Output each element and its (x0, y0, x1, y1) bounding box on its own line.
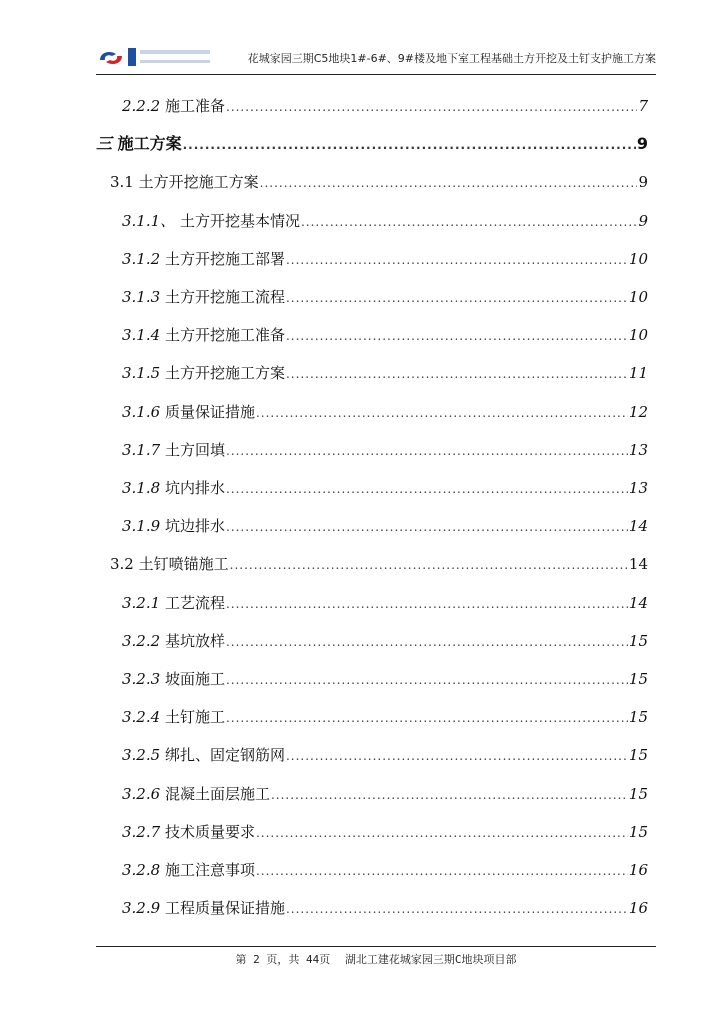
toc-entry-number: 3.1.9 (122, 517, 165, 535)
toc-entry[interactable] (122, 439, 648, 461)
toc-entry-title: 工程质量保证措施 (164, 899, 285, 917)
toc-entry-title: 土方开挖施工方案 (138, 173, 259, 191)
toc-entry[interactable] (96, 133, 648, 155)
toc-entry[interactable] (122, 477, 648, 499)
toc-entry-label (122, 706, 225, 728)
toc-leader-dots (183, 134, 636, 156)
toc-leader-dots (286, 287, 628, 309)
toc-leader-dots (226, 631, 628, 653)
toc-entry-number: 3.1.3 (122, 288, 165, 306)
toc-entry-label (122, 362, 285, 384)
toc-entry-label (122, 630, 225, 652)
toc-entry-title: 土方开挖施工方案 (164, 364, 285, 382)
toc-entry[interactable] (122, 515, 648, 537)
page-header (96, 40, 656, 74)
toc-entry[interactable] (122, 210, 648, 232)
toc-entry[interactable] (122, 286, 648, 308)
toc-page-number: 9 (638, 212, 648, 230)
toc-entry-label (110, 553, 229, 575)
toc-entry-label (122, 477, 225, 499)
toc-leader-dots (226, 440, 628, 462)
toc-page-number: 9 (636, 134, 648, 153)
toc-entry-number: 3.1.5 (122, 364, 165, 382)
toc-entry-title: 施工方案 (117, 134, 182, 153)
toc-entry-title: 质量保证措施 (164, 403, 255, 421)
toc-page-number: 15 (628, 785, 648, 803)
toc-entry[interactable] (122, 362, 648, 384)
toc-entry[interactable] (122, 783, 648, 805)
toc-page-number: 14 (628, 517, 648, 535)
organization-name: 湖北工建花城家园三期C地块项目部 (344, 953, 517, 966)
toc-entry-number: 3.2.9 (122, 899, 165, 917)
toc-entry-title: 坡面施工 (164, 670, 225, 688)
toc-page-number: 12 (628, 403, 648, 421)
toc-page-number: 14 (628, 594, 648, 612)
toc-page-number: 11 (628, 364, 648, 382)
toc-entry-number: 3.2.3 (122, 670, 165, 688)
toc-entry-title: 技术质量要求 (164, 823, 255, 841)
toc-page-number: 15 (628, 708, 648, 726)
toc-entry-number: 3.1 (110, 173, 139, 191)
toc-leader-dots (226, 707, 628, 729)
toc-entry-title: 土方开挖施工流程 (164, 288, 285, 306)
toc-entry[interactable] (122, 668, 648, 690)
document-title: 花城家园三期C5地块1#-6#、9#楼及地下室工程基础土方开挖及土钉支护施工方案 (247, 52, 656, 65)
toc-page-number: 10 (628, 250, 648, 268)
toc-entry-label (122, 401, 255, 423)
page-number-info: 第 2 页，共 44页 (235, 953, 331, 966)
toc-entry-title: 施工准备 (164, 97, 225, 115)
toc-entry-number: 三 (96, 134, 118, 153)
toc-entry-label (122, 668, 225, 690)
toc-entry-number: 3.2.4 (122, 708, 165, 726)
toc-entry[interactable] (122, 859, 648, 881)
toc-entry-label (122, 439, 225, 461)
toc-leader-dots (256, 402, 628, 424)
toc-entry-label (122, 286, 285, 308)
company-logo-icon (96, 42, 214, 72)
toc-entry-title: 工艺流程 (164, 594, 225, 612)
toc-leader-dots (271, 784, 628, 806)
toc-entry-number: 3.2.7 (122, 823, 165, 841)
toc-leader-dots (230, 554, 628, 576)
toc-entry[interactable] (122, 897, 648, 919)
toc-entry[interactable] (122, 592, 648, 614)
toc-entry-label (122, 821, 255, 843)
toc-entry-number: 3.2.1 (122, 594, 165, 612)
toc-page-number: 15 (628, 823, 648, 841)
toc-leader-dots (286, 325, 628, 347)
toc-entry[interactable] (122, 95, 648, 117)
toc-entry-number: 3.2.6 (122, 785, 165, 803)
toc-entry[interactable] (122, 821, 648, 843)
toc-leader-dots (286, 898, 628, 920)
toc-entry-title: 坑边排水 (164, 517, 225, 535)
toc-page-number: 9 (638, 173, 648, 191)
toc-entry-label (122, 592, 225, 614)
toc-leader-dots (260, 172, 638, 194)
toc-entry-title: 基坑放样 (164, 632, 225, 650)
footer-divider (96, 946, 656, 947)
toc-leader-dots (256, 822, 628, 844)
toc-entry-number: 3.1.7 (122, 441, 165, 459)
toc-entry-number: 3.2.8 (122, 861, 165, 879)
toc-page-number: 15 (628, 746, 648, 764)
toc-entry[interactable] (122, 401, 648, 423)
toc-entry-label (122, 859, 255, 881)
toc-leader-dots (286, 249, 628, 271)
toc-entry[interactable] (122, 630, 648, 652)
toc-entry-label (122, 248, 285, 270)
toc-page-number: 16 (628, 899, 648, 917)
toc-entry-label (122, 744, 285, 766)
toc-entry-title: 混凝土面层施工 (164, 785, 270, 803)
toc-entry[interactable] (122, 324, 648, 346)
toc-page-number: 14 (628, 555, 648, 573)
toc-entry-title: 绑扎、固定钢筋网 (164, 746, 285, 764)
toc-page-number: 13 (628, 479, 648, 497)
toc-entry-label (122, 783, 270, 805)
toc-entry-label (110, 171, 259, 193)
toc-leader-dots (286, 363, 628, 385)
toc-entry-label (96, 133, 182, 155)
toc-entry-number: 3.1.1、 (122, 212, 180, 230)
toc-leader-dots (226, 478, 628, 500)
toc-entry[interactable] (110, 553, 648, 575)
toc-leader-dots (256, 860, 628, 882)
toc-entry-title: 坑内排水 (164, 479, 225, 497)
toc-entry-label (122, 95, 225, 117)
toc-entry-number: 3.2 (110, 555, 139, 573)
toc-leader-dots (226, 593, 628, 615)
toc-page-number: 15 (628, 670, 648, 688)
toc-entry[interactable] (122, 248, 648, 270)
page-footer (96, 951, 656, 967)
toc-leader-dots (226, 516, 628, 538)
toc-entry-label (122, 210, 300, 232)
toc-page-number: 15 (628, 632, 648, 650)
header-divider (96, 74, 656, 75)
toc-leader-dots (301, 211, 638, 233)
toc-entry-title: 施工注意事项 (164, 861, 255, 879)
toc-entry-number: 3.2.2 (122, 632, 165, 650)
toc-entry[interactable] (110, 171, 648, 193)
toc-entry-title: 土方开挖施工准备 (164, 326, 285, 344)
toc-entry-number: 3.1.2 (122, 250, 165, 268)
toc-entry-number: 3.1.4 (122, 326, 165, 344)
toc-page-number: 7 (638, 97, 648, 115)
toc-leader-dots (226, 669, 628, 691)
toc-page-number: 13 (628, 441, 648, 459)
toc-entry[interactable] (122, 744, 648, 766)
toc-entry-label (122, 897, 285, 919)
toc-entry-label (122, 324, 285, 346)
toc-page-number: 10 (628, 326, 648, 344)
toc-page-number: 16 (628, 861, 648, 879)
toc-page-number: 10 (628, 288, 648, 306)
toc-entry-label (122, 515, 225, 537)
toc-entry-number: 3.2.5 (122, 746, 165, 764)
toc-entry-title: 土方开挖施工部署 (164, 250, 285, 268)
toc-leader-dots (226, 96, 638, 118)
toc-entry-title: 土方回填 (164, 441, 225, 459)
toc-leader-dots (286, 745, 628, 767)
toc-entry[interactable] (122, 706, 648, 728)
toc-entry-number: 3.1.6 (122, 403, 165, 421)
toc-entry-number: 3.1.8 (122, 479, 165, 497)
toc-entry-title: 土方开挖基本情况 (179, 212, 300, 230)
toc-entry-title: 土钉喷锚施工 (138, 555, 229, 573)
toc-entry-title: 土钉施工 (164, 708, 225, 726)
toc-entry-number: 2.2.2 (122, 97, 165, 115)
